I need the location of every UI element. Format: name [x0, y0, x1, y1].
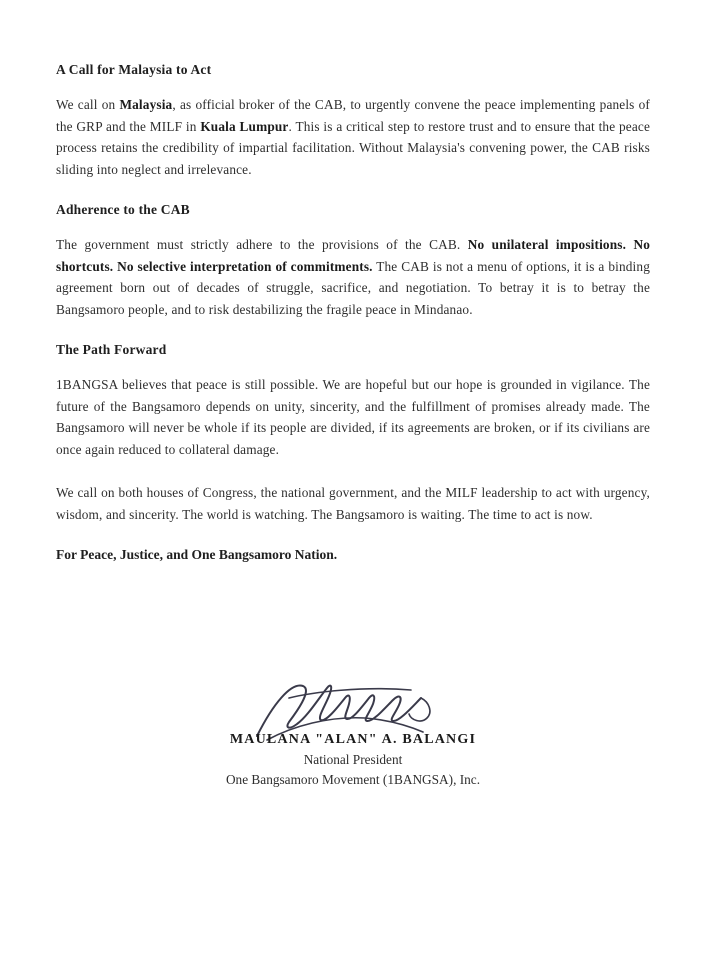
closing-line: For Peace, Justice, and One Bangsamoro Nation. [56, 547, 338, 562]
text-run-bold: No unilateral impositions. No shortcuts. No selective interpretation of commitments. [56, 237, 651, 274]
document-body [56, 62, 650, 563]
signatory-title: National President [303, 752, 403, 767]
text-run: We call on both houses of Congress, the national government, and the MILF leadership to act with urgency, wisdom, and sincerity. The world is watching. The Bangsamoro is waiting. The time to act is now. [56, 485, 650, 522]
signature-block [56, 680, 650, 788]
paragraph-adherence-to-cab [56, 234, 650, 320]
text-run-bold: Malaysia [119, 97, 173, 112]
signature-mark-wrap [56, 680, 650, 732]
section-heading-adherence-to-cab: Adherence to the CAB [56, 202, 190, 217]
text-run: . This is a critical step to restore trust and to ensure that the peace process retains the credibility of impartial facilitation. Without Malaysia's convening power, the CAB risks sliding into neglect and irrelevance. [56, 118, 651, 177]
paragraph-call-for-malaysia [56, 94, 650, 180]
paragraph-path-forward-1 [56, 374, 650, 460]
text-run: , as official broker of the CAB, to urgently convene the peace implementing panels of the GRP and the MILF in [56, 97, 651, 134]
text-run: 1BANGSA believes that peace is still possible. We are hopeful but our hope is grounded in vigilance. The future of the Bangsamoro depends on unity, sincerity, and the fulfillment of promises already made. The Bangsamoro will never be whole if its people are divided, if its agreements are broken, or if its civilians are once again reduced to collateral damage. [56, 377, 650, 457]
text-run: We call on [56, 97, 120, 112]
text-run-bold: Kuala Lumpur [200, 118, 289, 134]
paragraph-path-forward-2 [56, 482, 650, 525]
signatory-organization: One Bangsamoro Movement (1BANGSA), Inc. [225, 772, 481, 787]
text-run: The government must strictly adhere to the provisions of the CAB. [56, 237, 468, 252]
section-heading-path-forward: The Path Forward [56, 342, 167, 357]
signatory-name: MAULANA "ALAN" A. BALANGI [229, 732, 477, 747]
text-run: The CAB is not a menu of options, it is a binding agreement born out of decades of struggle, sacrifice, and negotiation. To betray it is to betray the Bangsamoro people, and to risk destabilizing the fragile peace in Mindanao. [56, 258, 650, 317]
section-heading-call-for-malaysia: A Call for Malaysia to Act [56, 62, 212, 77]
